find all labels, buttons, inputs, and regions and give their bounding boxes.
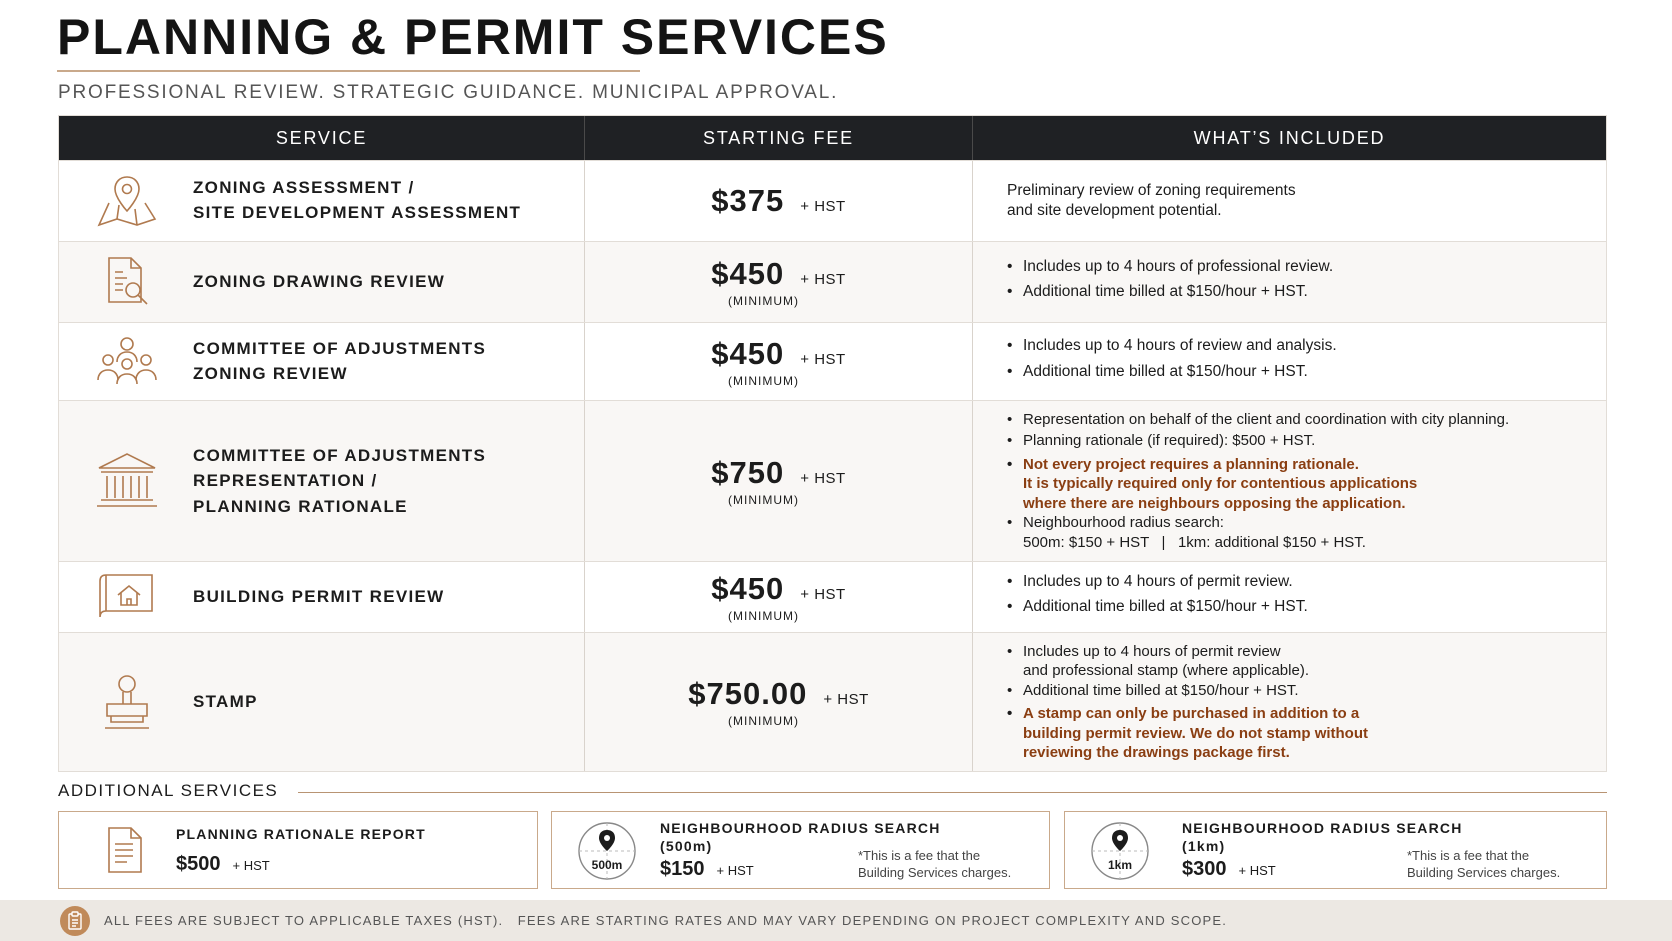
additional-services-divider xyxy=(298,792,1607,793)
additional-services-heading: ADDITIONAL SERVICES xyxy=(58,781,279,800)
card-note: *This is a fee that the Building Services charges. xyxy=(858,848,1012,880)
table-row xyxy=(59,632,1606,771)
report-document-icon xyxy=(105,824,145,881)
fee-amount: $375 xyxy=(711,183,785,218)
fee-cell xyxy=(585,323,973,400)
additional-service-card xyxy=(58,811,538,889)
table-header xyxy=(59,116,1606,160)
fee-amount: $750.00 xyxy=(688,676,808,711)
house-blueprint-icon xyxy=(91,569,163,625)
card-note: *This is a fee that the Building Services charges. xyxy=(1407,848,1561,880)
fee-hst: + HST xyxy=(800,198,846,215)
table-row xyxy=(59,322,1606,400)
fee-hst: + HST xyxy=(800,350,846,368)
document-search-icon xyxy=(91,254,163,310)
fee-minimum: (MINIMUM) xyxy=(728,493,799,507)
fee-hst: + HST xyxy=(800,586,846,603)
page-title: PLANNING & PERMIT SERVICES xyxy=(57,9,889,65)
radius-badge: 500m xyxy=(591,858,623,872)
fee-amount: $750 xyxy=(711,455,785,490)
fee-minimum: (MINIMUM) xyxy=(728,714,799,728)
card-price: $500 + HST xyxy=(176,853,270,875)
included-cell: • Includes up to 4 hours of review and analysis. • Additional time billed at $150/hour + HST. xyxy=(973,323,1606,400)
footer-bar xyxy=(0,900,1672,941)
table-row xyxy=(59,160,1606,241)
page-subtitle: PROFESSIONAL REVIEW. STRATEGIC GUIDANCE. MUNICIPAL APPROVAL. xyxy=(58,82,839,103)
people-group-icon xyxy=(91,334,163,390)
fee-amount: $450 xyxy=(711,256,785,291)
fee-hst: + HST xyxy=(800,470,846,487)
column-header-service: SERVICE xyxy=(59,116,585,160)
fee-cell xyxy=(585,562,973,632)
service-name: COMMITTEE OF ADJUSTMENTS ZONING REVIEW xyxy=(193,338,487,383)
fee-amount: $450 xyxy=(711,571,785,606)
fee-minimum: (MINIMUM) xyxy=(728,373,799,388)
radius-badge: 1km xyxy=(1107,858,1133,872)
fee-amount: $450 xyxy=(711,335,785,371)
service-name: COMMITTEE OF ADJUSTMENTS REPRESENTATION / PLANNING RATIONALE xyxy=(193,445,487,516)
additional-service-card xyxy=(1064,811,1607,889)
service-cell xyxy=(59,323,585,400)
card-title: PLANNING RATIONALE REPORT xyxy=(176,826,426,842)
card-price: $300 + HST xyxy=(1182,858,1276,880)
additional-service-card xyxy=(551,811,1050,889)
services-table xyxy=(58,115,1607,772)
clipboard-icon xyxy=(60,906,90,936)
service-cell xyxy=(59,633,585,771)
column-header-included: WHAT’S INCLUDED xyxy=(1193,127,1386,148)
map-pin-icon xyxy=(91,173,163,229)
title-divider xyxy=(57,70,640,72)
service-cell xyxy=(59,562,585,632)
included-cell: • Representation on behalf of the client and coordination with city planning. • Planning rationale (if required): $500 + HST. • Not every project requires a planning rationale. It is typically required only for contentious applications where there are neighbours opposing the application. • Neighbourhood radius search: 500m: $150 + HST | 1km: additional $150 + HST. xyxy=(973,401,1606,561)
fee-cell xyxy=(585,161,973,241)
service-name: STAMP xyxy=(193,691,258,711)
service-cell xyxy=(59,161,585,241)
card-title: NEIGHBOURHOOD RADIUS SEARCH (1km) xyxy=(1182,820,1463,855)
government-building-icon xyxy=(91,450,163,512)
radius-500m-icon xyxy=(576,820,638,887)
card-title: NEIGHBOURHOOD RADIUS SEARCH (500m) xyxy=(660,820,941,855)
service-cell xyxy=(59,242,585,322)
fee-minimum: (MINIMUM) xyxy=(728,609,799,623)
included-cell: • Includes up to 4 hours of permit review. • Additional time billed at $150/hour + HST. xyxy=(973,562,1606,632)
footer-disclaimer: ALL FEES ARE SUBJECT TO APPLICABLE TAXES (HST). FEES ARE STARTING RATES AND MAY VARY DEPENDING ON PROJECT COMPLEXITY AND SCOPE. xyxy=(104,913,1228,928)
included-cell: Preliminary review of zoning requirements and site development potential. xyxy=(1007,181,1296,219)
included-cell: • Includes up to 4 hours of professional review. • Additional time billed at $150/hour + HST. xyxy=(973,242,1606,322)
fee-hst: + HST xyxy=(800,271,846,288)
fee-minimum: (MINIMUM) xyxy=(728,294,799,308)
table-row xyxy=(59,400,1606,561)
fee-cell xyxy=(585,633,973,771)
service-name: ZONING DRAWING REVIEW xyxy=(193,271,446,291)
table-row xyxy=(59,241,1606,322)
service-cell xyxy=(59,401,585,561)
radius-1km-icon xyxy=(1089,820,1151,887)
service-name: BUILDING PERMIT REVIEW xyxy=(193,586,445,606)
fee-cell xyxy=(585,242,973,322)
included-cell: • Includes up to 4 hours of permit review and professional stamp (where applicable). • Additional time billed at $150/hour + HST. • A stamp can only be purchased in addition to a building permit review. We do not stamp without reviewing the drawings package first. xyxy=(973,633,1606,771)
stamp-icon xyxy=(91,672,163,732)
card-price: $150 + HST xyxy=(660,858,754,880)
column-header-fee: STARTING FEE xyxy=(585,116,973,160)
service-name: ZONING ASSESSMENT / SITE DEVELOPMENT ASSESSMENT xyxy=(193,178,522,222)
fee-cell xyxy=(585,401,973,561)
fee-hst: + HST xyxy=(823,691,869,708)
table-row xyxy=(59,561,1606,632)
